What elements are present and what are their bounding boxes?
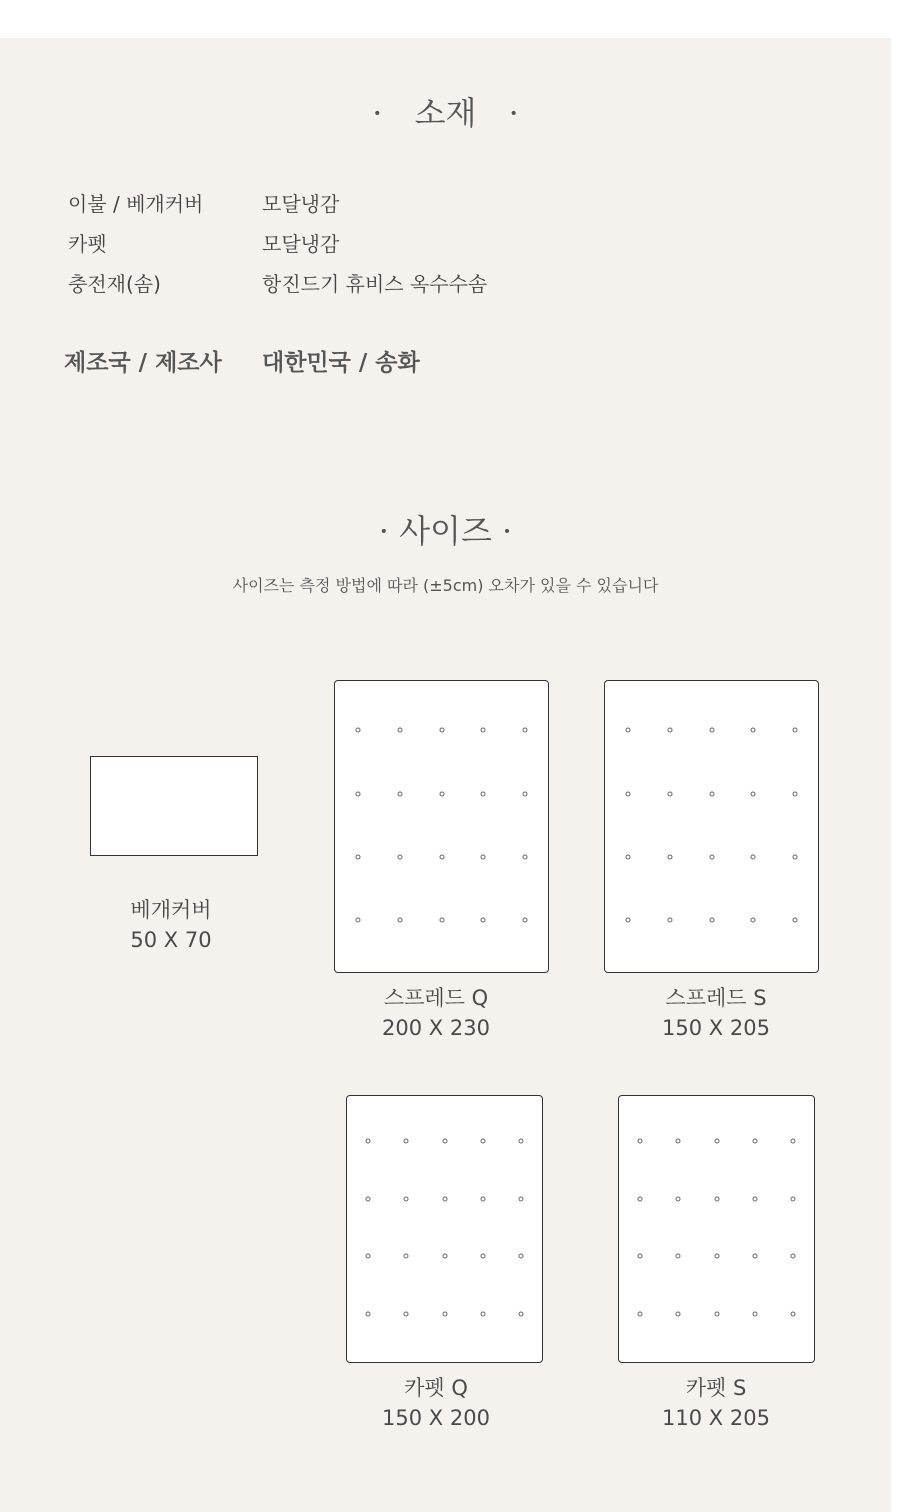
quilt-stitch-dot — [397, 728, 402, 733]
quilt-stitch-dot — [790, 1139, 795, 1144]
quilt-stitch-dot — [792, 791, 797, 796]
quilt-stitch-dot — [714, 1196, 719, 1201]
material-row-value: 모달냉감 — [262, 232, 340, 256]
quilt-stitch-dot — [626, 728, 631, 733]
item-name: 카펫 Q — [404, 1376, 468, 1400]
quilt-stitch-dot — [709, 917, 714, 922]
quilt-stitch-dot — [480, 1139, 485, 1144]
quilt-stitch-dot — [481, 854, 486, 859]
quilt-stitch-dot — [439, 791, 444, 796]
quilt-stitch-dot — [442, 1196, 447, 1201]
item-dims: 150 X 205 — [662, 1016, 770, 1040]
quilt-stitch-dot — [751, 917, 756, 922]
quilt-stitch-dot — [442, 1254, 447, 1259]
quilt-stitch-dot — [404, 1139, 409, 1144]
quilt-stitch-dot — [752, 1312, 757, 1317]
quilt-stitch-dot — [792, 917, 797, 922]
quilt-stitch-dot — [480, 1254, 485, 1259]
quilt-stitch-dot — [366, 1196, 371, 1201]
quilt-stitch-dot — [752, 1196, 757, 1201]
quilt-stitch-dot — [522, 917, 527, 922]
quilt-stitch-dot — [439, 917, 444, 922]
origin-key: 제조국 / 제조사 — [64, 350, 222, 376]
quilt-stitch-dot — [751, 728, 756, 733]
material-section-title: · 소재 · — [372, 94, 519, 132]
quilt-stitch-dot — [752, 1254, 757, 1259]
pillowcover-diagram — [90, 756, 258, 856]
item-dims: 110 X 205 — [662, 1406, 770, 1430]
quilt-stitch-dot — [481, 728, 486, 733]
quilt-stitch-dot — [790, 1196, 795, 1201]
quilt-stitch-dot — [518, 1312, 523, 1317]
quilt-stitch-dot — [356, 854, 361, 859]
size-section-title: · 사이즈 · — [378, 512, 513, 550]
content-panel — [0, 38, 891, 1512]
quilt-stitch-dot — [667, 791, 672, 796]
quilt-stitch-dot — [709, 791, 714, 796]
quilt-stitch-dot — [480, 1196, 485, 1201]
spread-q-caption — [336, 983, 536, 1043]
item-dims: 200 X 230 — [382, 1016, 490, 1040]
item-name: 베개커버 — [130, 898, 212, 922]
quilt-stitch-dot — [792, 854, 797, 859]
quilt-stitch-dot — [667, 917, 672, 922]
material-row-value: 모달냉감 — [262, 192, 340, 216]
quilt-stitch-dot — [518, 1196, 523, 1201]
quilt-stitch-dot — [397, 854, 402, 859]
carpet-s-diagram — [618, 1095, 815, 1363]
material-row-value: 항진드기 휴비스 옥수수솜 — [262, 272, 488, 296]
quilt-stitch-dot — [676, 1139, 681, 1144]
quilt-stitch-dot — [356, 917, 361, 922]
item-name: 카펫 S — [685, 1376, 747, 1400]
quilt-stitch-dot — [626, 917, 631, 922]
quilt-stitch-dot — [518, 1139, 523, 1144]
quilt-stitch-dot — [518, 1254, 523, 1259]
quilt-stitch-dot — [481, 791, 486, 796]
quilt-stitch-dot — [356, 791, 361, 796]
quilt-stitch-dot — [638, 1139, 643, 1144]
quilt-stitch-dot — [638, 1312, 643, 1317]
material-row-key: 이불 / 베개커버 — [68, 192, 204, 216]
quilt-stitch-dot — [439, 854, 444, 859]
material-row-key: 충전재(솜) — [68, 272, 161, 296]
quilt-stitch-dot — [366, 1254, 371, 1259]
quilt-stitch-dot — [676, 1312, 681, 1317]
quilt-stitch-dot — [404, 1196, 409, 1201]
quilt-stitch-dot — [522, 728, 527, 733]
item-dims: 50 X 70 — [130, 928, 212, 952]
item-name: 스프레드 S — [665, 986, 767, 1010]
spread-s-caption — [616, 983, 816, 1043]
material-row-key: 카펫 — [68, 232, 107, 256]
quilt-stitch-dot — [366, 1312, 371, 1317]
quilt-stitch-dot — [751, 791, 756, 796]
quilt-stitch-dot — [522, 791, 527, 796]
carpet-q-diagram — [346, 1095, 543, 1363]
quilt-stitch-dot — [751, 854, 756, 859]
quilt-stitch-dot — [790, 1312, 795, 1317]
item-dims: 150 X 200 — [382, 1406, 490, 1430]
quilt-stitch-dot — [404, 1254, 409, 1259]
quilt-stitch-dot — [752, 1139, 757, 1144]
quilt-stitch-dot — [480, 1312, 485, 1317]
quilt-stitch-dot — [714, 1254, 719, 1259]
quilt-stitch-dot — [442, 1312, 447, 1317]
quilt-stitch-dot — [366, 1139, 371, 1144]
spread-s-diagram — [604, 680, 819, 973]
carpet-s-caption — [616, 1373, 816, 1433]
pillowcover-caption — [71, 895, 271, 955]
quilt-stitch-dot — [790, 1254, 795, 1259]
quilt-stitch-dot — [397, 791, 402, 796]
quilt-stitch-dot — [667, 854, 672, 859]
quilt-stitch-dot — [638, 1254, 643, 1259]
quilt-stitch-dot — [404, 1312, 409, 1317]
quilt-stitch-dot — [626, 791, 631, 796]
quilt-stitch-dot — [714, 1139, 719, 1144]
quilt-stitch-dot — [709, 728, 714, 733]
quilt-stitch-dot — [667, 728, 672, 733]
size-note: 사이즈는 측정 방법에 따라 (±5cm) 오차가 있을 수 있습니다 — [232, 576, 659, 595]
origin-value: 대한민국 / 송화 — [262, 350, 420, 376]
quilt-stitch-dot — [626, 854, 631, 859]
quilt-stitch-dot — [638, 1196, 643, 1201]
quilt-stitch-dot — [439, 728, 444, 733]
quilt-stitch-dot — [397, 917, 402, 922]
quilt-stitch-dot — [522, 854, 527, 859]
quilt-stitch-dot — [442, 1139, 447, 1144]
quilt-stitch-dot — [356, 728, 361, 733]
item-name: 스프레드 Q — [383, 986, 489, 1010]
quilt-stitch-dot — [676, 1254, 681, 1259]
spread-q-diagram — [334, 680, 549, 973]
quilt-stitch-dot — [714, 1312, 719, 1317]
quilt-stitch-dot — [709, 854, 714, 859]
quilt-stitch-dot — [676, 1196, 681, 1201]
quilt-stitch-dot — [792, 728, 797, 733]
quilt-stitch-dot — [481, 917, 486, 922]
carpet-q-caption — [336, 1373, 536, 1433]
